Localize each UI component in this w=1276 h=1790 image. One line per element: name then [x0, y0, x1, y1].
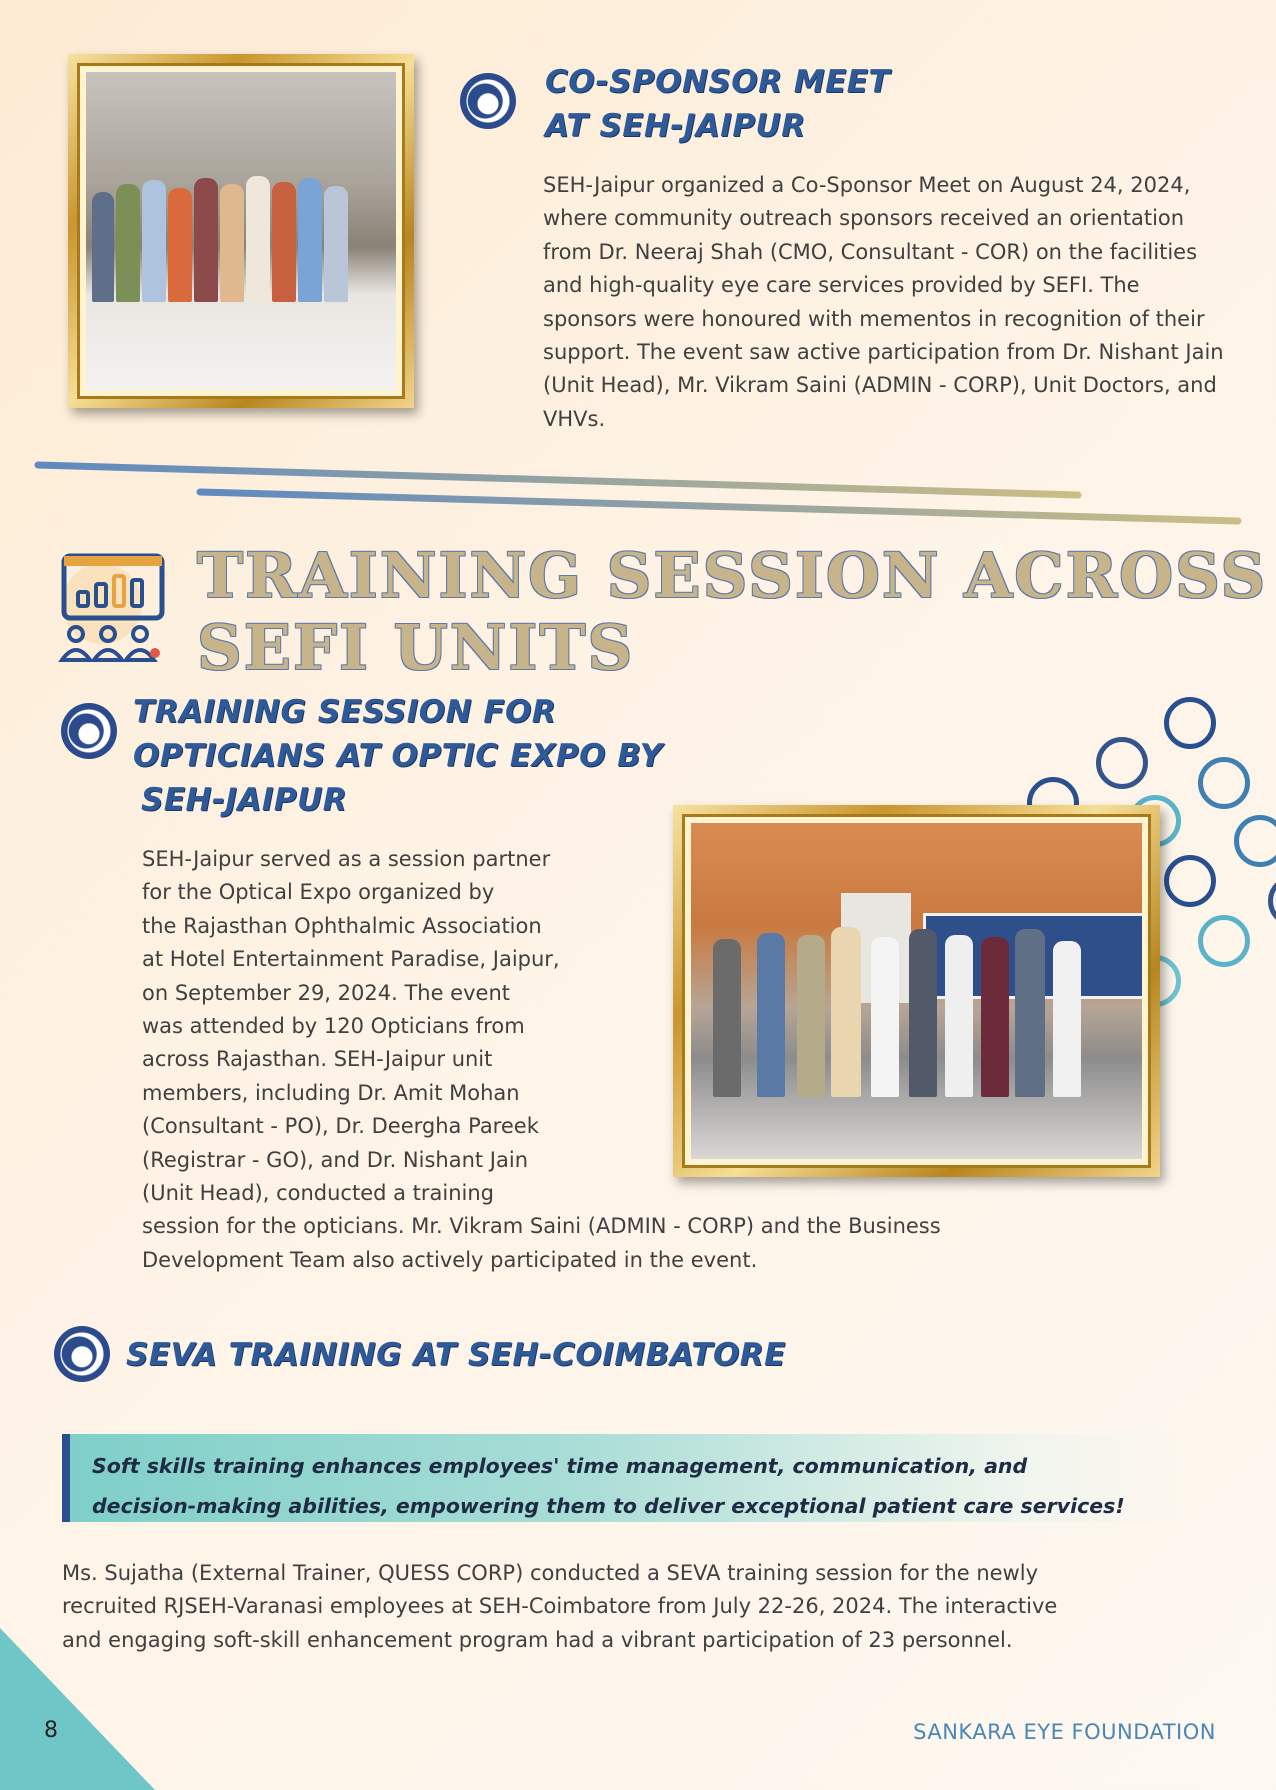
swirl-bullet-icon [54, 1326, 110, 1382]
seva-training-body: Ms. Sujatha (External Trainer, QUESS CORP) conducted a SEVA training session for the newly recruited RJSEH-Varanasi employees at SEH-Coimbatore from July 22-26, 2024. The interactive and engaging soft-skill enhancement program had a vibrant participation of 23 personnel. [62, 1561, 1058, 1652]
page-number: 8 [44, 1718, 58, 1743]
co-sponsor-meet-body: SEH-Jaipur organized a Co-Sponsor Meet on August 24, 2024, where community outreach sponsors received an orientation from Dr. Neeraj Shah (CMO, Consultant - COR) on the facilities and high-quality eye care services provided by SEFI. The sponsors were honoured with mementos in recognition of their support. The event saw active participation from Dr. Nishant Jain (Unit Head), Mr. Vikram Saini (ADMIN - CORP), Unit Doctors, and VHVs. [543, 173, 1224, 431]
teal-corner-decoration [0, 1628, 160, 1790]
seva-quote-text: Soft skills training enhances employees' time management, communication, and decision-making abilities, empowering them to deliver exceptional patient care services! [92, 1454, 1125, 1518]
section-title: TRAINING SESSION ACROSS SEFI UNITS [197, 539, 1268, 684]
seva-training-title: SEVA TRAINING AT SEH-COIMBATORE [126, 1337, 786, 1373]
footer-org-name: SANKARA EYE FOUNDATION [913, 1720, 1216, 1744]
swirl-bullet-icon [460, 73, 516, 129]
decorative-divider-lines [30, 455, 1250, 530]
optic-expo-title: TRAINING SESSION FOR OPTICIANS AT OPTIC EXPO BY SEH-JAIPUR [133, 694, 663, 818]
optic-expo-body: SEH-Jaipur served as a session partner for the Optical Expo organized by the Rajasthan Ophthalmic Association at Hotel Entertainment Paradise, Jaipur, on September 29, 2024. The event was attended by 120 Opticians from across Rajasthan. SEH-Jaipur unit members, including Dr. Amit Mohan (Consultant - PO), Dr. Deergha Pareek (Registrar - GO), and Dr. Nishant Jain (Unit Head), conducted a training session for the opticians. Mr. Vikram Saini (ADMIN - CORP) and the Business Development Team also actively participated in the event. [142, 847, 941, 1272]
swirl-bullet-icon [61, 703, 117, 759]
training-chart-people-icon [58, 552, 168, 666]
co-sponsor-meet-photo-frame [68, 54, 414, 408]
seva-quote-box [62, 1434, 1185, 1522]
co-sponsor-meet-group-photo [86, 72, 396, 390]
co-sponsor-meet-title: CO-SPONSOR MEET AT SEH-JAIPUR [545, 64, 891, 144]
